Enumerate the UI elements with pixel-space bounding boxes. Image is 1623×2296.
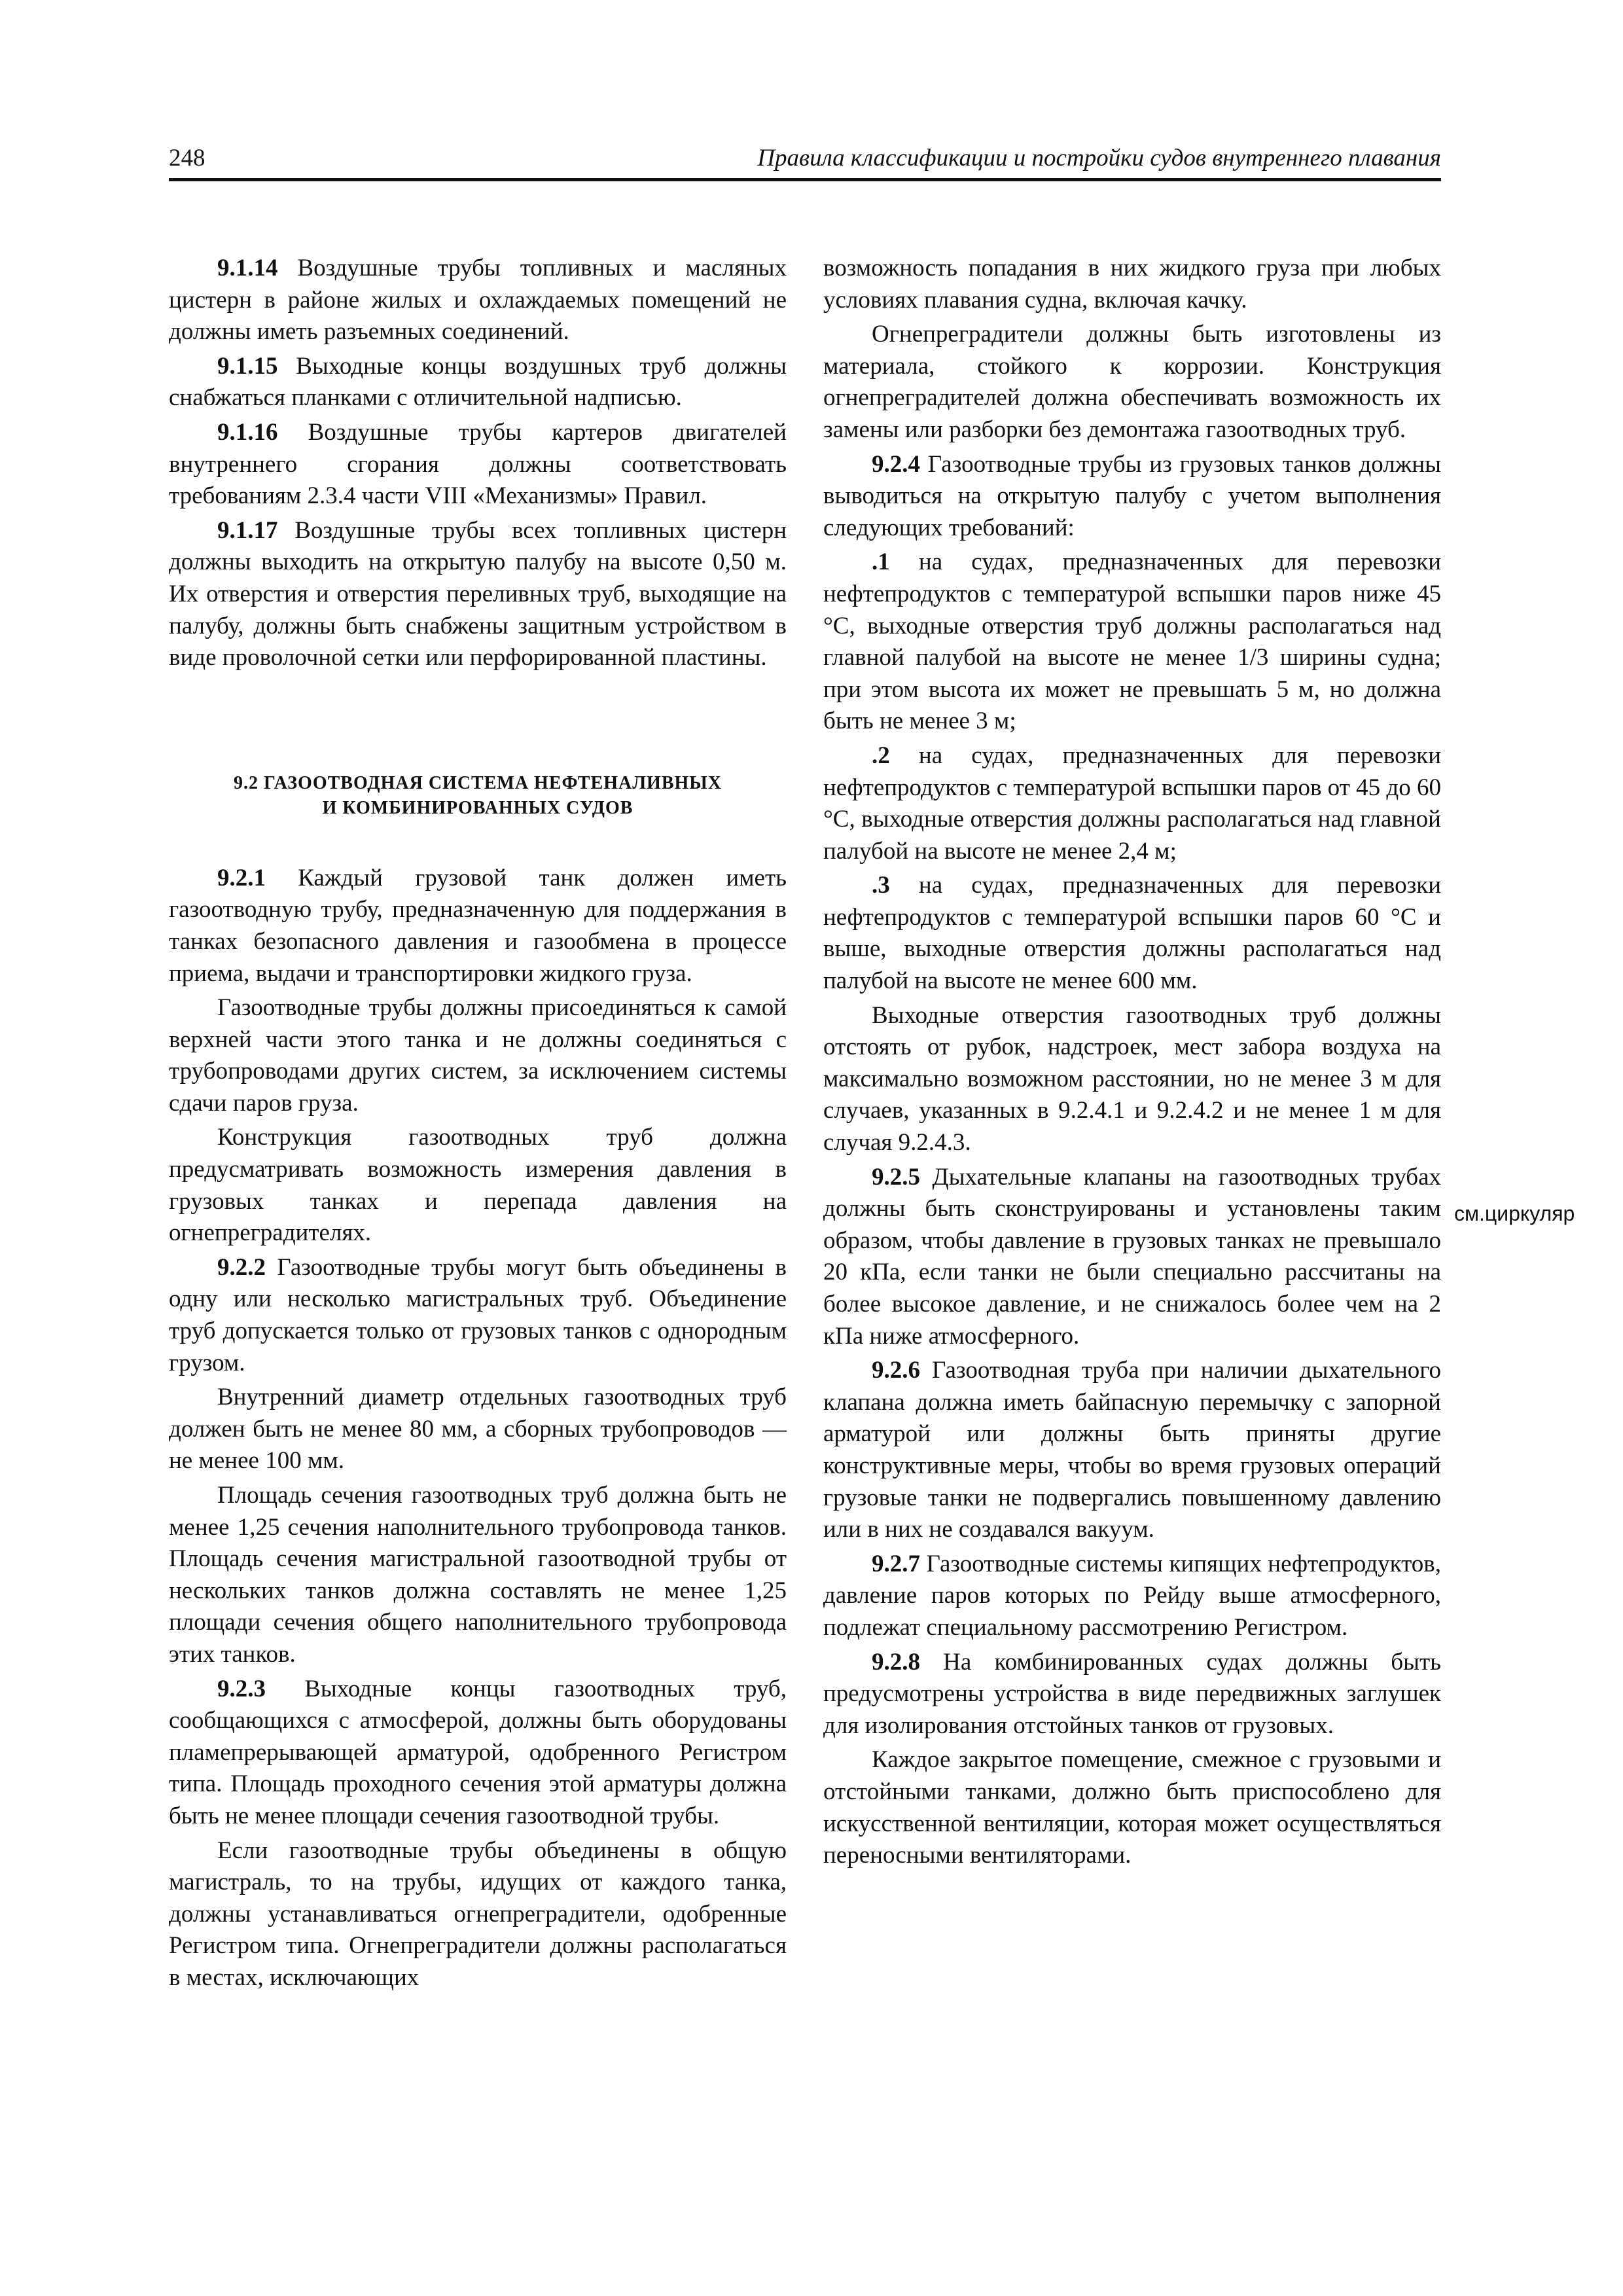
paragraph-9-2-4	[823, 449, 1441, 545]
clause-number: 9.2.4	[872, 450, 920, 478]
clause-number: 9.2.3	[217, 1675, 266, 1702]
page-number: 248	[169, 145, 205, 171]
header-rule	[169, 178, 1441, 181]
paragraph: Газоотводные трубы должны присоединяться к самой верхней части этого танка и не должны соединяться с трубопроводами других систем, за исключением системы сдачи паров груза.	[169, 994, 787, 1117]
paragraph: Выходные отверстия газоотводных труб должны отстоять от рубок, надстроек, мест забора воздуха на максимально возможном расстоянии, но не менее 3 м для случаев, указанных в 9.2.4.1 и 9.2.4.2 и не менее 1 м для случая 9.2.4.3.	[823, 1001, 1441, 1157]
paragraph-9-2-8	[823, 1647, 1441, 1742]
paragraph-text: Газоотводная труба при наличии дыхательного клапана должна иметь байпасную перемычку с запорной арматурой или должны быть приняты другие конструктивные меры, чтобы во время грузовых операций грузовые танки не подвергались повышенному давлению или в них не создавался вакуум.	[823, 1357, 1441, 1543]
paragraph-continued: возможность попадания в них жидкого груза при любых условиях плавания судна, включая качку.	[823, 255, 1441, 314]
clause-number: 9.2.5	[872, 1163, 920, 1191]
paragraph-text: Выходные концы воздушных труб должны снабжаться планками с отличительной надписью.	[169, 352, 787, 412]
list-item-3	[823, 870, 1441, 997]
paragraph-9-1-14	[169, 253, 787, 348]
paragraph: Конструкция газоотводных труб должна предусматривать возможность измерения давления в грузовых танках и перепада давления на огнепреградителях.	[169, 1124, 787, 1247]
clause-number: 9.1.15	[217, 352, 278, 380]
clause-number: 9.2.6	[872, 1357, 920, 1384]
clause-number: 9.2.8	[872, 1648, 920, 1676]
list-item-2	[823, 740, 1441, 867]
paragraph-text: Дыхательные клапаны на газоотводных трубах должны быть сконструированы и установлены таким образом, чтобы давление в грузовых танках не превышало 20 кПа, если танки не были специально рассчитаны на более высокое давление, и не снижалось более чем на 2 кПа ниже атмосферного.	[823, 1163, 1441, 1350]
paragraph-text: На комбинированных судах должны быть предусмотрены устройства в виде передвижных заглушек для изолирования отстойных танков от грузовых.	[823, 1648, 1441, 1739]
paragraph-text: на судах, предназначенных для перевозки нефтепродуктов с температурой вспышки паров ниже 45 °С, выходные отверстия труб должны располагаться над главной палубой на высоте не менее 1/3 ширины судна; при этом высота их может не превышать 5 м, но должна быть не менее 3 м;	[823, 548, 1441, 735]
paragraph-text: Воздушные трубы всех топливных цистерн должны выходить на открытую палубу на высоте 0,50 м. Их отверстия и отверстия переливных труб, выходящие на палубу, должны быть снабжены защитным устройством в виде проволочной сетки или перфорированной пластины.	[169, 516, 787, 672]
paragraph-text: на судах, предназначенных для перевозки нефтепродуктов с температурой вспышки паров 60 °С и выше, выходные отверстия должны располагаться над палубой на высоте не менее 600 мм.	[823, 872, 1441, 995]
paragraph-9-1-15	[169, 351, 787, 414]
paragraph-text: Воздушные трубы топливных и масляных цистерн в районе жилых и охлаждаемых помещений не должны иметь разъемных соединений.	[169, 255, 787, 346]
paragraph-9-2-2	[169, 1252, 787, 1379]
item-number: .2	[872, 742, 890, 769]
paragraph-text: Газоотводные трубы могут быть объединены в одну или несколько магистральных труб. Объединение труб допускается только от грузовых танков с однородным грузом.	[169, 1253, 787, 1376]
paragraph-9-1-16	[169, 417, 787, 512]
paragraph-text: на судах, предназначенных для перевозки нефтепродуктов с температурой вспышки паров от 45 до 60 °С, выходные отверстия должны располагаться над главной палубой на высоте не менее 2,4 м;	[823, 742, 1441, 865]
paragraph: Внутренний диаметр отдельных газоотводных труб должен быть не менее 80 мм, а сборных трубопроводов — не менее 100 мм.	[169, 1384, 787, 1475]
paragraph-text: Газоотводные трубы из грузовых танков должны выводиться на открытую палубу с учетом выполнения следующих требований:	[823, 450, 1441, 541]
clause-number: 9.1.14	[217, 255, 278, 281]
paragraph-text: Выходные концы газоотводных труб, сообщающихся с атмосферой, должны быть оборудованы пламепрерывающей арматурой, одобренного Регистром типа. Площадь проходного сечения этой арматуры должна быть не менее площади сечения газоотводной трубы.	[169, 1675, 787, 1829]
paragraph-9-2-3	[169, 1674, 787, 1833]
item-number: .1	[872, 548, 890, 576]
paragraph-text: Каждый грузовой танк должен иметь газоотводную трубу, предназначенную для поддержания в танках безопасного давления и газообмена в процессе приема, выдачи и транспортировки жидкого груза.	[169, 864, 787, 987]
clause-number: 9.2.2	[217, 1253, 266, 1281]
paragraph-text: Газоотводные системы кипящих нефтепродуктов, давление паров которых по Рейду выше атмосферного, подлежат специальному рассмотрению Регистром.	[823, 1550, 1441, 1641]
clause-number: 9.2.1	[217, 864, 266, 891]
list-item-1	[823, 547, 1441, 738]
paragraph-9-2-1	[169, 863, 787, 990]
clause-number: 9.1.17	[217, 516, 278, 544]
paragraph-9-1-17	[169, 515, 787, 674]
section-title-line-2: И КОМБИНИРОВАННЫХ СУДОВ	[322, 797, 633, 818]
item-number: .3	[872, 872, 890, 899]
running-title: Правила классификации и постройки судов внутреннего плавания	[757, 145, 1441, 171]
clause-number: 9.2.7	[872, 1550, 920, 1577]
paragraph: Каждое закрытое помещение, смежное с грузовыми и отстойными танками, должно быть приспособлено для искусственной вентиляции, которая может осуществляться переносными вентиляторами.	[823, 1746, 1441, 1869]
clause-number: 9.1.16	[217, 418, 278, 446]
paragraph-9-2-7	[823, 1549, 1441, 1644]
margin-note: см.циркуляр	[1454, 1202, 1575, 1225]
section-title	[169, 771, 787, 821]
paragraph-text: Воздушные трубы картеров двигателей внутреннего сгорания должны соответствовать требованиям 2.3.4 части VIII «Механизмы» Правил.	[169, 418, 787, 510]
paragraph: Если газоотводные трубы объединены в общую магистраль, то на трубы, идущих от каждого танка, должны устанавливаться огнепреградители, одобренные Регистром типа. Огнепреградители должны располагаться в местах, исключающих	[169, 1837, 787, 1991]
paragraph: Огнепреградители должны быть изготовлены из материала, стойкого к коррозии. Конструкция огнепреградителей должна обеспечивать возможность их замены или разборки без демонтажа газоотводных труб.	[823, 321, 1441, 443]
paragraph-9-2-6	[823, 1355, 1441, 1546]
right-column	[823, 253, 1441, 1874]
paragraph-9-2-5	[823, 1162, 1441, 1353]
section-title-line-1: 9.2 ГАЗООТВОДНАЯ СИСТЕМА НЕФТЕНАЛИВНЫХ	[233, 772, 722, 793]
left-column	[169, 253, 787, 1997]
paragraph: Площадь сечения газоотводных труб должна быть не менее 1,25 сечения наполнительного трубопровода танков. Площадь сечения магистральной газоотводной трубы от нескольких танков должна составлять не менее 1,25 площади сечения общего наполнительного трубопровода этих танков.	[169, 1482, 787, 1668]
